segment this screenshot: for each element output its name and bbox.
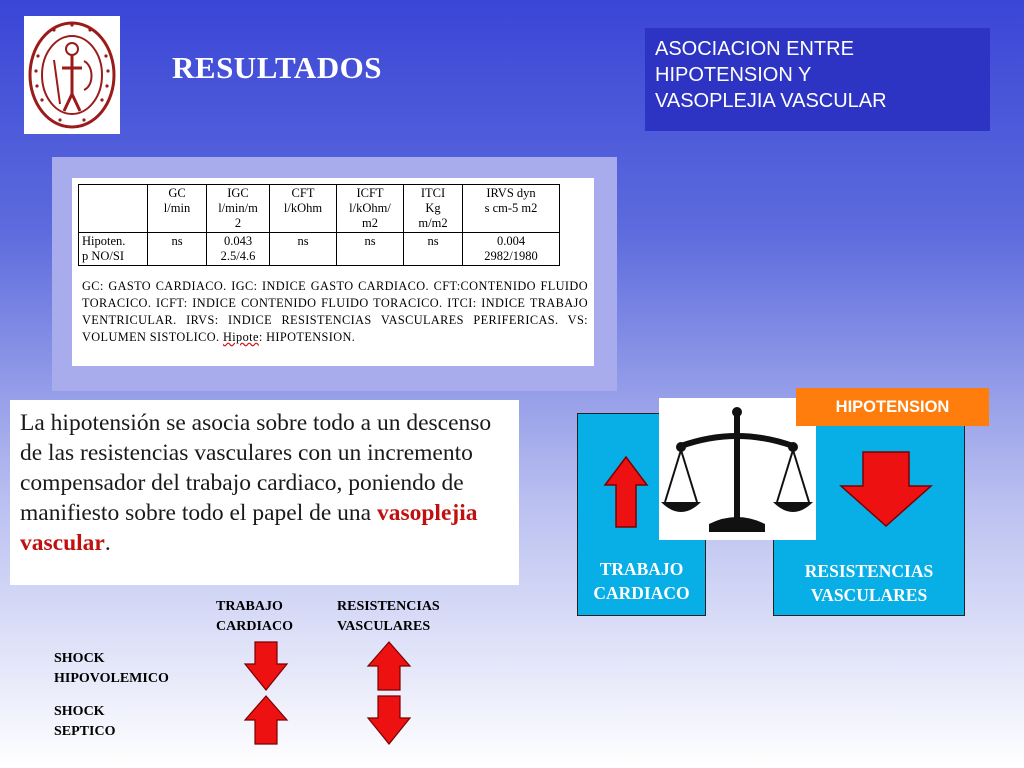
row2-line-2: SEPTICO [54, 724, 116, 739]
conclusion-highlight: vasoplejia vascular [20, 500, 478, 556]
col1-line-1: TRABAJO [216, 599, 283, 614]
row1-line-1: SHOCK [54, 651, 105, 666]
header-cell-cft: CFT l/kOhm [270, 185, 337, 233]
row1-line-2: HIPOVOLEMICO [54, 671, 169, 686]
cell-irvs: 0.004 2982/1980 [463, 233, 560, 266]
trabajo-cardiaco-label [577, 557, 706, 605]
shock-hipovolemico-label [54, 649, 169, 689]
septico-trabajo-up-arrow-icon [243, 694, 289, 746]
shock-col-trabajo-header [216, 597, 293, 637]
table-legend [82, 278, 588, 346]
legend-text: GC: GASTO CARDIACO. IGC: INDICE GASTO CARDIACO. CFT:CONTENIDO FLUIDO TORACICO. ICFT: INDICE CONTENIDO FLUIDO TORACICO. ITCI: INDICE TRABAJO VENTRICULAR. IRVS: INDICE RESISTENCIAS VASCULARES PERIFERICAS. VS: VOLUMEN SISTOLICO. [82, 279, 588, 344]
down-arrow-icon [839, 450, 933, 528]
university-seal-logo [24, 16, 120, 134]
table-row [79, 233, 560, 266]
heading-line-1: ASOCIACION ENTRE [655, 38, 854, 60]
hipovolemico-trabajo-down-arrow-icon [243, 640, 289, 692]
header-cell-icft: ICFT l/kOhm/ m2 [337, 185, 404, 233]
row2-line-1: SHOCK [54, 704, 105, 719]
header-cell-empty [79, 185, 148, 233]
cell-gc: ns [148, 233, 207, 266]
trabajo-label-line-2: CARDIACO [593, 583, 690, 603]
hipovolemico-resistencias-up-arrow-icon [366, 640, 412, 692]
col2-line-1: RESISTENCIAS [337, 599, 440, 614]
hipotension-badge: HIPOTENSION [796, 388, 989, 426]
row-label-cell: Hipoten. p NO/SI [79, 233, 148, 266]
header-cell-igc: IGC l/min/m 2 [207, 185, 270, 233]
results-table [78, 184, 560, 266]
heading-line-3: VASOPLEJIA VASCULAR [655, 90, 887, 112]
cell-icft: ns [337, 233, 404, 266]
heading-line-2: HIPOTENSION Y [655, 64, 812, 86]
results-table-paper [72, 178, 594, 366]
cell-cft: ns [270, 233, 337, 266]
page-title: RESULTADOS [172, 50, 383, 85]
table-header-row [79, 185, 560, 233]
conclusion-text-box [10, 400, 519, 585]
col2-line-2: VASCULARES [337, 619, 431, 634]
shock-septico-label [54, 702, 115, 742]
resistencias-label-line-2: VASCULARES [810, 585, 928, 605]
up-arrow-icon [603, 455, 649, 529]
header-cell-itci: ITCI Kg m/m2 [404, 185, 463, 233]
legend-tail: : HIPOTENSION. [258, 330, 356, 344]
conclusion-text: La hipotensión se asocia sobre todo a un descenso de las resistencias vasculares con un incremento compensador del trabajo cardiaco, poniendo de manifiesto sobre todo el papel de una [20, 410, 492, 526]
cell-igc: 0.043 2.5/4.6 [207, 233, 270, 266]
col1-line-2: CARDIACO [216, 619, 293, 634]
association-heading-box [645, 28, 990, 131]
balance-scale-icon [659, 398, 816, 540]
trabajo-label-line-1: TRABAJO [599, 559, 684, 579]
resistencias-label-line-1: RESISTENCIAS [804, 561, 934, 581]
header-cell-gc: GC l/min [148, 185, 207, 233]
header-cell-irvs: IRVS dyn s cm-5 m2 [463, 185, 560, 233]
shock-col-resistencias-header [337, 597, 440, 637]
cell-itci: ns [404, 233, 463, 266]
resistencias-vasculares-label [773, 559, 965, 607]
conclusion-end: . [104, 530, 111, 556]
legend-hipote: Hipote [222, 330, 259, 344]
septico-resistencias-down-arrow-icon [366, 694, 412, 746]
